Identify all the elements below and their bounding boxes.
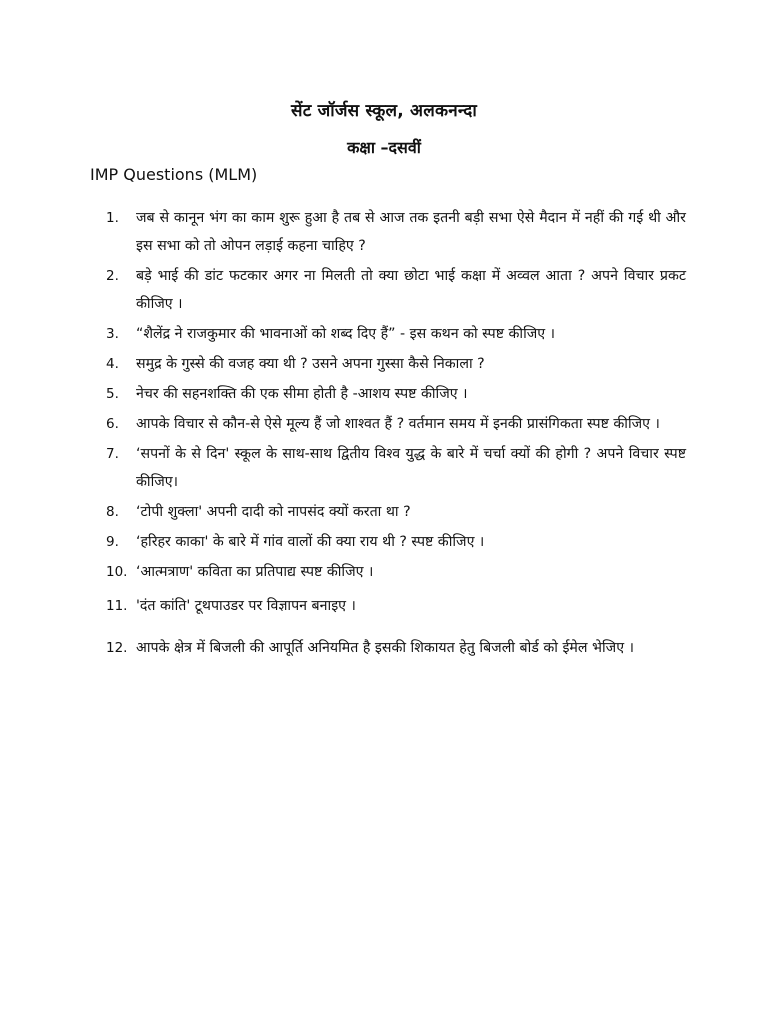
question-item-6 bbox=[106, 410, 686, 438]
question-item-10 bbox=[106, 558, 686, 586]
question-number: 5. bbox=[106, 386, 119, 402]
question-number: 7. bbox=[106, 446, 119, 462]
question-text: आपके क्षेत्र में बिजली की आपूर्ति अनियमित है इसकी शिकायत हेतु बिजली बोर्ड को ईमेल भेजिए । bbox=[136, 640, 634, 656]
question-item-5 bbox=[106, 380, 686, 408]
school-title: सेंट जॉर्जस स्कूल, अलकनन्दा bbox=[291, 101, 477, 121]
question-text: ‘सपनों के से दिन' स्कूल के साथ-साथ द्वितीय विश्व युद्ध के बारे में चर्चा क्यों की होगी ? अपने विचार स्पष्ट कीजिए। bbox=[136, 446, 686, 490]
question-number: 12. bbox=[106, 640, 128, 656]
question-number: 4. bbox=[106, 356, 119, 372]
question-number: 8. bbox=[106, 504, 119, 520]
question-item-9 bbox=[106, 528, 686, 556]
question-item-3 bbox=[106, 320, 686, 348]
question-number: 9. bbox=[106, 534, 119, 550]
question-item-1 bbox=[106, 204, 686, 260]
question-number: 3. bbox=[106, 326, 119, 342]
question-item-12 bbox=[106, 626, 686, 670]
question-number: 11. bbox=[106, 598, 128, 614]
question-item-8 bbox=[106, 498, 686, 526]
section-heading: IMP Questions (MLM) bbox=[90, 165, 258, 184]
question-number: 1. bbox=[106, 210, 119, 226]
question-item-7 bbox=[106, 440, 686, 496]
question-text: आपके विचार से कौन-से ऐसे मूल्य हैं जो शाश्वत हैं ? वर्तमान समय में इनकी प्रासंगिकता स्पष्ट कीजिए । bbox=[136, 416, 660, 432]
question-item-2 bbox=[106, 262, 686, 318]
question-number: 2. bbox=[106, 268, 119, 284]
question-item-4 bbox=[106, 350, 686, 378]
question-text: “शैलेंद्र ने राजकुमार की भावनाओं को शब्द दिए हैं” - इस कथन को स्पष्ट कीजिए । bbox=[136, 326, 556, 342]
question-text: समुद्र के गुस्से की वजह क्या थी ? उसने अपना गुस्सा कैसे निकाला ? bbox=[136, 356, 485, 372]
question-item-11 bbox=[106, 592, 686, 620]
question-number: 6. bbox=[106, 416, 119, 432]
question-text: ‘आत्मत्राण' कविता का प्रतिपाद्य स्पष्ट कीजिए । bbox=[136, 564, 374, 580]
question-text: ‘हरिहर काका' के बारे में गांव वालों की क्या राय थी ? स्पष्ट कीजिए । bbox=[136, 534, 485, 550]
question-list bbox=[106, 204, 686, 672]
question-number: 10. bbox=[106, 564, 128, 580]
class-title: कक्षा –दसवीं bbox=[347, 138, 421, 157]
question-text: 'दंत कांति' टूथपाउडर पर विज्ञापन बनाइए । bbox=[136, 598, 356, 614]
question-text: ‘टोपी शुक्ला' अपनी दादी को नापसंद क्यों करता था ? bbox=[136, 504, 411, 520]
question-text: बड़े भाई की डांट फटकार अगर ना मिलती तो क्या छोटा भाई कक्षा में अव्वल आता ? अपने विचार प्रकट कीजिए । bbox=[136, 268, 686, 312]
question-text: जब से कानून भंग का काम शुरू हुआ है तब से आज तक इतनी बड़ी सभा ऐसे मैदान में नहीं की गई थी और इस सभा को तो ओपन लड़ाई कहना चाहिए ? bbox=[136, 210, 686, 254]
question-text: नेचर की सहनशक्ति की एक सीमा होती है -आशय स्पष्ट कीजिए । bbox=[136, 386, 468, 402]
